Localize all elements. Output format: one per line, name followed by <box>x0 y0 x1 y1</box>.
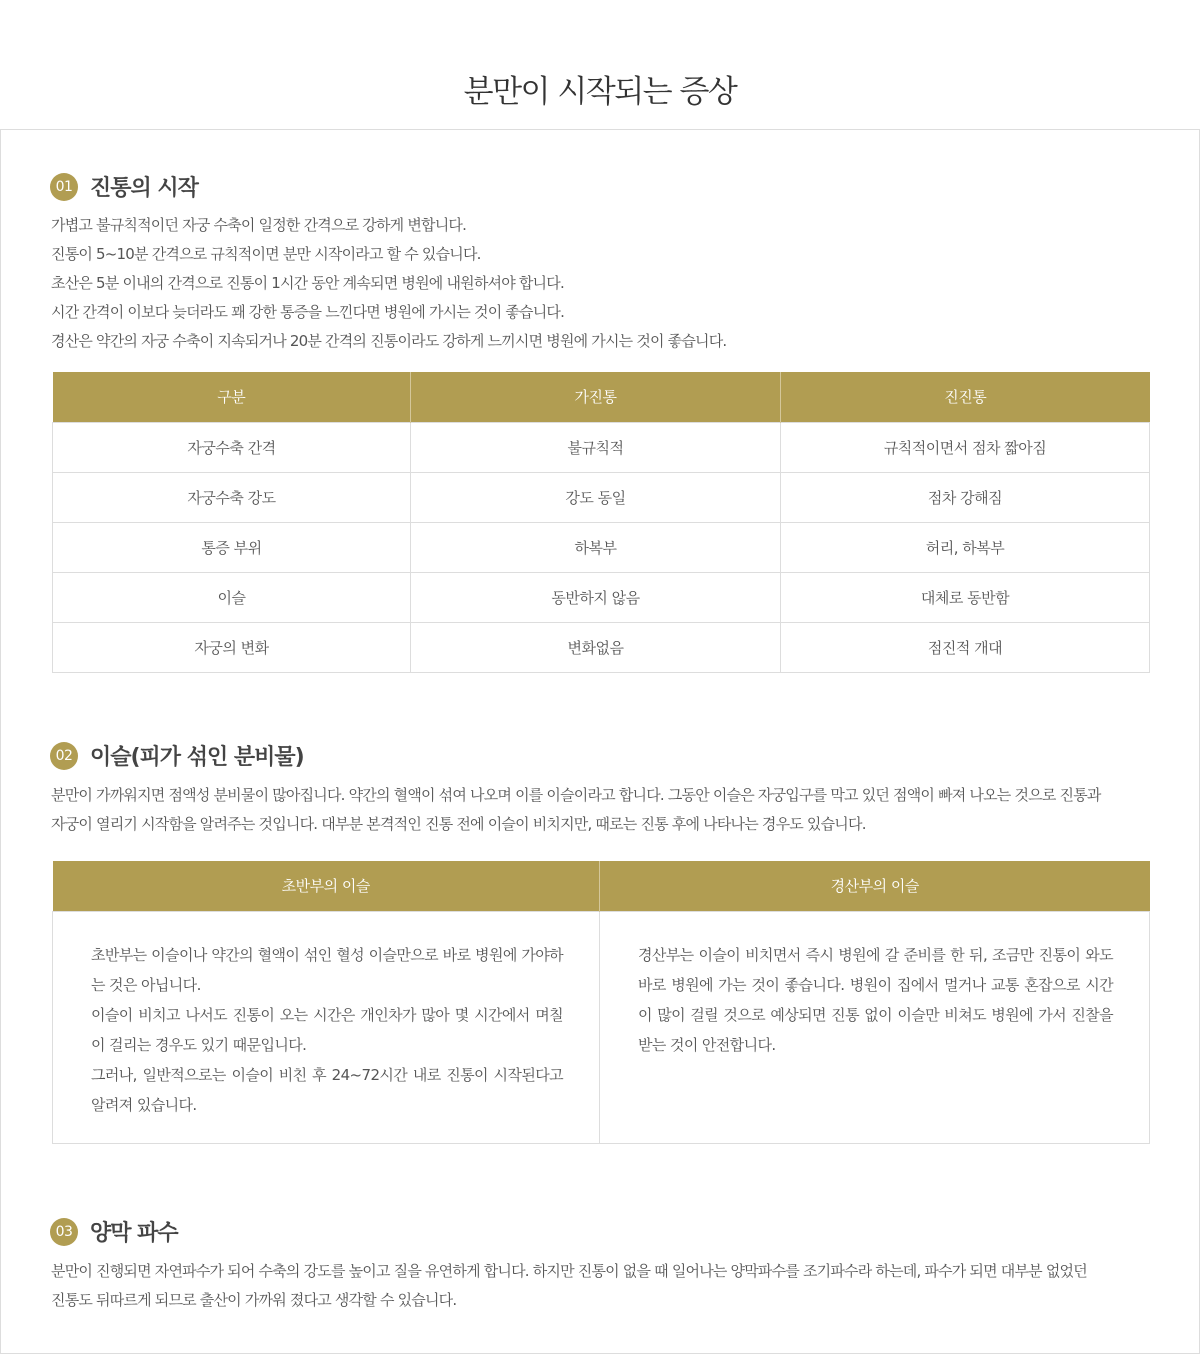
cell-paragraph: 그러나, 일반적으로는 이슬이 비친 후 24~72시간 내로 진통이 시작된다고 알려져 있습니다. <box>91 1065 563 1114</box>
table-header-cell: 경산부의 이슬 <box>600 861 1150 911</box>
table-cell: 허리, 하복부 <box>781 522 1150 572</box>
table-row <box>53 911 1150 1143</box>
table-cell: 점차 강해짐 <box>781 472 1150 522</box>
table-row <box>53 522 1150 572</box>
table-row <box>53 422 1150 472</box>
section-paragraph <box>51 1257 1151 1315</box>
paragraph-line: 분만이 진행되면 자연파수가 되어 수축의 강도를 높이고 질을 유연하게 합니다. 하지만 진통이 없을 때 일어나는 양막파수를 조기파수라 하는데, 파수가 되면 대부분 없었던 <box>51 1262 1087 1280</box>
table-row <box>53 472 1150 522</box>
table-cell: 자궁수축 간격 <box>53 422 411 472</box>
section-header-membrane-rupture <box>50 1216 178 1247</box>
table-header-cell: 가진통 <box>411 372 781 422</box>
table-header-row <box>53 372 1150 422</box>
paragraph-line: 진통도 뒤따르게 되므로 출산이 가까워 졌다고 생각할 수 있습니다. <box>51 1291 457 1309</box>
page-title: 분만이 시작되는 증상 <box>463 74 737 110</box>
table-cell: 변화없음 <box>411 622 781 672</box>
table-cell: 규칙적이면서 점차 짧아짐 <box>781 422 1150 472</box>
table-cell: 동반하지 않음 <box>411 572 781 622</box>
table-cell: 불규칙적 <box>411 422 781 472</box>
paragraph-line: 가볍고 불규칙적이던 자궁 수축이 일정한 간격으로 강하게 변합니다. <box>51 216 467 234</box>
section-paragraph <box>51 211 1151 356</box>
section-number-badge: 02 <box>50 742 78 770</box>
table-cell-first-time-mother <box>53 911 600 1143</box>
table-header-row <box>53 861 1150 911</box>
table-row <box>53 622 1150 672</box>
paragraph-line: 분만이 가까워지면 점액성 분비물이 많아집니다. 약간의 혈액이 섞여 나오며 이를 이슬이라고 합니다. 그동안 이슬은 자궁입구를 막고 있던 점액이 빠져 나오는 것으로 진통과 <box>51 786 1101 804</box>
table-cell: 이슬 <box>53 572 411 622</box>
cell-paragraph: 초반부는 이슬이나 약간의 혈액이 섞인 혈성 이슬만으로 바로 병원에 가야하는 것은 아닙니다. <box>91 945 563 994</box>
section-number-badge: 03 <box>50 1218 78 1246</box>
section-title: 양막 파수 <box>90 1221 178 1246</box>
section-title: 이슬(피가 섞인 분비물) <box>90 745 304 770</box>
section-paragraph <box>51 781 1151 839</box>
paragraph-line: 진통이 5~10분 간격으로 규칙적이면 분만 시작이라고 할 수 있습니다. <box>51 245 481 263</box>
paragraph-line: 초산은 5분 이내의 간격으로 진통이 1시간 동안 계속되면 병원에 내원하셔야 합니다. <box>51 274 564 292</box>
table-header-cell: 진진통 <box>781 372 1150 422</box>
table-cell: 자궁수축 강도 <box>53 472 411 522</box>
cell-paragraph: 이슬이 비치고 나서도 진통이 오는 시간은 개인차가 많아 몇 시간에서 며칠이 걸리는 경우도 있기 때문입니다. <box>91 1005 563 1054</box>
section-number-badge: 01 <box>50 173 78 201</box>
paragraph-line: 시간 간격이 이보다 늦더라도 꽤 강한 통증을 느낀다면 병원에 가시는 것이 좋습니다. <box>51 303 565 321</box>
table-cell: 통증 부위 <box>53 522 411 572</box>
table-header-cell: 초반부의 이슬 <box>53 861 600 911</box>
table-cell: 강도 동일 <box>411 472 781 522</box>
table-cell: 대체로 동반함 <box>781 572 1150 622</box>
labor-comparison-table <box>52 372 1150 673</box>
table-cell-experienced-mother <box>600 911 1150 1143</box>
cell-paragraph: 경산부는 이슬이 비치면서 즉시 병원에 갈 준비를 한 뒤, 조금만 진통이 와도 바로 병원에 가는 것이 좋습니다. 병원이 집에서 멀거나 교통 혼잡으로 시간이 많이 걸릴 것으로 예상되면 진통 없이 이슬만 비쳐도 병원에 가서 진찰을 받는 것이 안전합니다. <box>638 945 1113 1054</box>
section-header-labor-start <box>50 171 198 202</box>
table-cell: 하복부 <box>411 522 781 572</box>
section-header-bloody-show <box>50 740 304 771</box>
section-title: 진통의 시작 <box>90 176 198 201</box>
paragraph-line: 자궁이 열리기 시작함을 알려주는 것입니다. 대부분 본격적인 진통 전에 이슬이 비치지만, 때로는 진통 후에 나타나는 경우도 있습니다. <box>51 815 866 833</box>
table-header-cell: 구분 <box>53 372 411 422</box>
table-row <box>53 572 1150 622</box>
table-cell: 점진적 개대 <box>781 622 1150 672</box>
paragraph-line: 경산은 약간의 자궁 수축이 지속되거나 20분 간격의 진통이라도 강하게 느끼시면 병원에 가시는 것이 좋습니다. <box>51 332 727 350</box>
table-cell: 자궁의 변화 <box>53 622 411 672</box>
bloody-show-table <box>52 861 1150 1144</box>
